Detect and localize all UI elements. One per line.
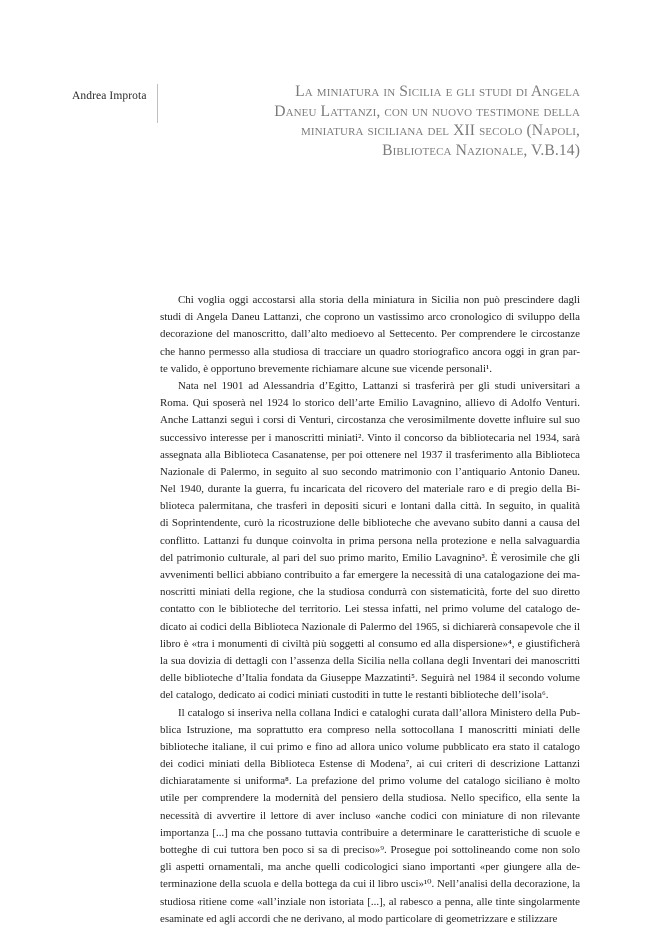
text-line: decorazione del manoscritto, dall’alto medioevo al Settecento. Per comprendere le circostanze — [160, 328, 580, 341]
text-line: esaminate ed agli accordi che ne derivano, al modo particolare di geometrizzare e stilizzare — [160, 912, 558, 925]
text-line: terminazione della scuola e della bottega da cui il libro usci»¹⁰. Nell’analisi della decorazione, la — [160, 878, 581, 891]
article-title — [174, 82, 580, 160]
text-line: noscritti miniati della regione, che la studiosa condurrà con sistematicità, forte del suo diretto — [160, 586, 580, 599]
text-line: la sua dovizia di dettagli con l’assenza della Sicilia nella collana degli Inventari dei manoscritti — [160, 654, 580, 667]
text-line: libro è «tra i monumenti di civiltà più soggetti al consumo ed alla dispersione»⁴, e giustificherà — [160, 637, 580, 650]
title-line: La miniatura in Sicilia e gli studi di Angela — [295, 83, 580, 100]
title-divider — [157, 84, 158, 123]
text-line: Nazionale di Palermo, in seguito al suo secondo matrimonio con l’antiquario Antonio Daneu. — [160, 465, 580, 478]
text-line: utile per comprendere la modernità del pensiero della studiosa. Nello specifico, ella sente la — [160, 792, 580, 805]
text-line: assegnata alla Biblioteca Casanatense, per poi ottenere nel 1937 il trasferimento alla Biblioteca — [160, 448, 580, 461]
text-line: gli aspetti ornamentali, ma anche quelli codicologici siano importanti «per giungere alla de- — [160, 861, 580, 874]
text-line: importanza [...] ma che possano tuttavia contribuire a determinare le caratteristiche di scuole e — [160, 826, 580, 839]
text-line: Nata nel 1901 ad Alessandria d’Egitto, Lattanzi si trasferirà per gli studi universitari a — [178, 379, 580, 392]
text-line: botteghe di cui tuttora ben poco si sa di preciso»⁹. Prosegue poi sottolineando come non solo — [160, 844, 580, 856]
title-line: Biblioteca Nazionale, V.B.14) — [382, 141, 580, 159]
text-line: biblioteche italiane, il cui primo e fino ad allora unico volume pubblicato era stato il catalogo — [160, 740, 580, 753]
author-name: Andrea Improta — [72, 90, 147, 102]
text-line: blioteca palermitana, che trasferì in depositi sicuri e lontani dalla città. In seguito, in qualità — [160, 500, 580, 513]
text-line: dicato ai codici della Biblioteca Nazionale di Palermo del 1965, si dichiarerà consapevole che il — [160, 620, 580, 633]
text-line: successivo interesse per i manoscritti miniati². Vinto il concorso da bibliotecaria nel 1934, sarà — [160, 431, 580, 444]
text-line: dichiaratamente si uniforma⁸. La prefazione del primo volume del catalogo siciliano è molto — [160, 775, 580, 788]
text-line: Roma. Qui sposerà nel 1924 lo storico dell’arte Emilio Lavagnino, allievo di Adolfo Venturi. — [160, 397, 580, 410]
paragraph — [160, 705, 580, 928]
text-line: necessità di avvertire il lettore di aver incluso «anche codici con miniature di non rilevante — [160, 809, 580, 822]
text-line: studiosa ritiene come «all’inziale non istoriata [...], al rabesco a penna, alle tinte singolarmente — [160, 895, 580, 908]
text-line: te valido, è opportuno brevemente richiamare alcune sue vicende personali¹. — [160, 362, 492, 375]
text-line: del catalogo, dedicato ai codici miniati custoditi in tutte le restanti biblioteche dell’isola⁶. — [160, 689, 549, 702]
text-line: studi di Angela Daneu Lattanzi, che coprono un vastissimo arco cronologico di sviluppo della — [160, 311, 580, 324]
text-line: del patrimonio culturale, al pari del suo primo marito, Emilio Lavagnino³. È verosimile che gli — [160, 551, 580, 564]
text-line: Il catalogo si inseriva nella collana Indici e cataloghi curata dall’allora Ministero della Pub- — [178, 706, 580, 719]
text-line: Chi voglia oggi accostarsi alla storia della miniatura in Sicilia non può prescindere dagli — [178, 294, 580, 306]
paragraph — [160, 292, 580, 378]
text-line: blica Istruzione, ma soprattutto era compreso nella sottocollana I manoscritti miniati delle — [160, 723, 580, 736]
title-line: miniatura siciliana del XII secolo (Napoli, — [300, 122, 580, 139]
text-line: conflitto. Lattanzi fu dunque coinvolta in prima persona nella protezione e nella salvaguardia — [160, 534, 580, 547]
text-line: dei codici miniati della Biblioteca Estense di Modena⁷, ai cui criteri di descrizione Lattanzi — [160, 758, 580, 771]
title-line: Daneu Lattanzi, con un nuovo testimone della — [274, 102, 580, 120]
paragraph — [160, 378, 580, 705]
body-text — [160, 292, 580, 928]
text-line: contatto con le biblioteche del territorio. Lei stessa infatti, nel primo volume del catalogo de- — [160, 603, 580, 616]
text-line: delle biblioteche d’Italia fondata da Giuseppe Mazzatinti⁵. Seguirà nel 1984 il secondo volume — [160, 672, 580, 685]
text-line: avvenimenti bellici abbiano contribuito a far emergere la necessità di una catalogazione dei ma- — [160, 569, 580, 581]
text-line: che hanno permesso alla studiosa di tracciare un quadro storiografico ancora oggi in gran par- — [160, 345, 580, 358]
text-line: Anche Lattanzi seguì i corsi di Venturi, circostanza che verosimilmente dovette influire sul suo — [160, 414, 580, 427]
text-line: di Soprintendente, curò la ricostruzione delle biblioteche che avevano subito danni a causa del — [160, 517, 580, 530]
text-line: Nel 1940, durante la guerra, fu incaricata del ricovero del materiale raro e di pregio della Bi- — [160, 483, 580, 496]
